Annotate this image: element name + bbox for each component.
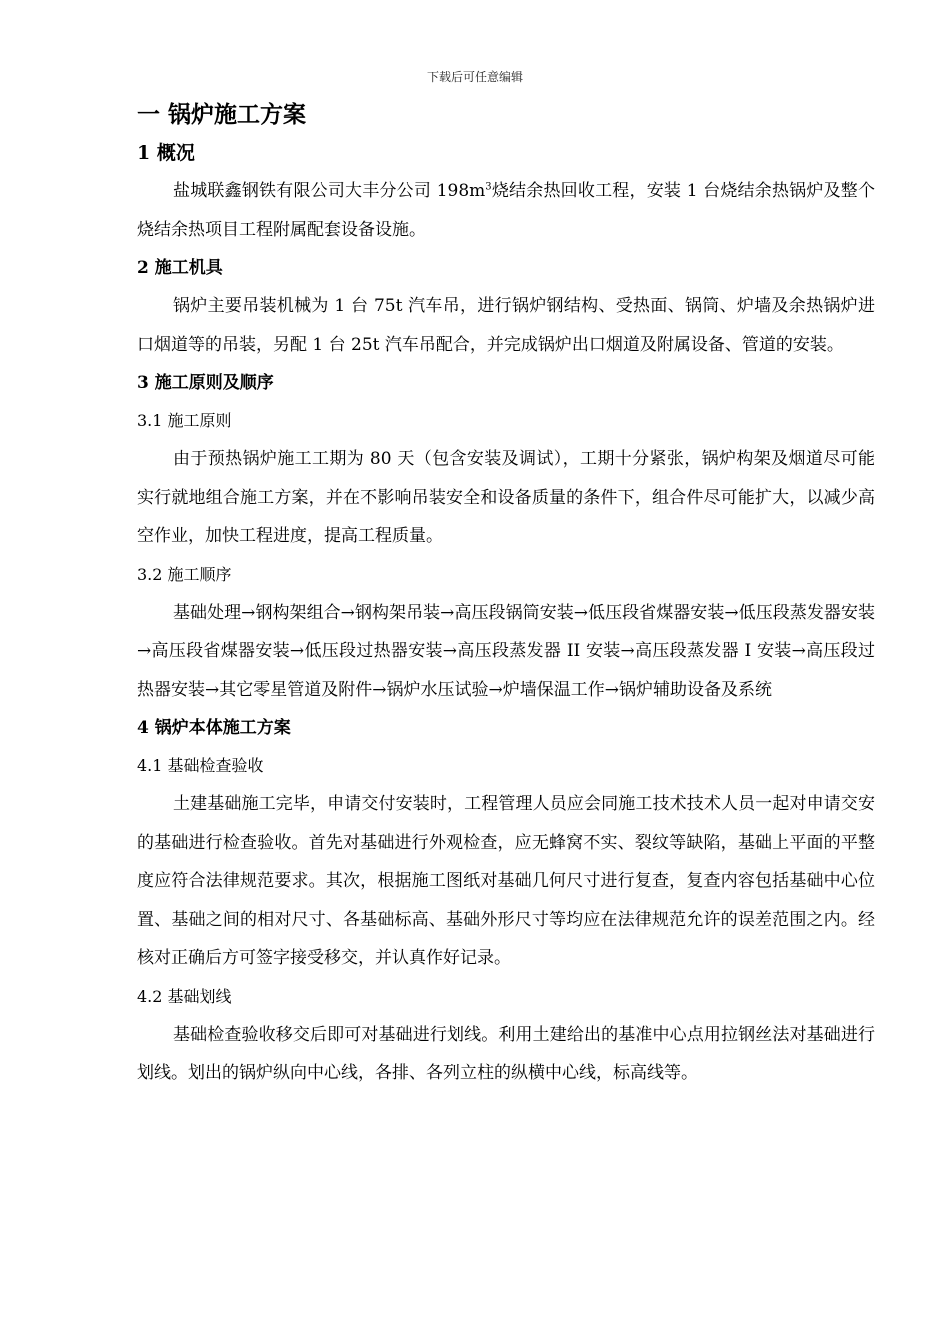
superscript-3: 3	[485, 181, 492, 193]
section-3-2-heading: 3.2 施工顺序	[137, 564, 232, 584]
header-note: 下载后可任意编辑	[426, 70, 523, 84]
section-1-paragraph	[137, 172, 875, 249]
section-1-text-a: 盐城联鑫钢铁有限公司大丰分公司 198m	[173, 181, 486, 201]
section-1-heading: 1 概况	[137, 142, 195, 164]
section-4-2-heading: 4.2 基础划线	[137, 986, 232, 1006]
section-4-1-paragraph: 土建基础施工完毕，申请交付安装时，工程管理人员应会同施工技术技术人员一起对申请交安的基础进行检查验收。首先对基础进行外观检查，应无蜂窝不实、裂纹等缺陷，基础上平面的平整度应符合法律规范要求。其次，根据施工图纸对基础几何尺寸进行复查，复查内容包括基础中心位置、基础之间的相对尺寸、各基础标高、基础外形尺寸等均应在法律规范允许的误差范围之内。经核对正确后方可签字接受移交，并认真作好记录。	[137, 794, 875, 968]
section-2-paragraph: 锅炉主要吊装机械为 1 台 75t 汽车吊，进行锅炉钢结构、受热面、锅筒、炉墙及余热锅炉进口烟道等的吊装，另配 1 台 25t 汽车吊配合，并完成锅炉出口烟道及附属设备、管道的安装。	[137, 296, 875, 355]
section-3-heading: 3 施工原则及顺序	[137, 373, 274, 393]
section-3-1-heading: 3.1 施工原则	[137, 411, 232, 430]
section-1-text-b: 烧结余热回收工程，安装 1 台烧结余热锅炉及整个烧结余热项目工程附属配套设备设施。	[137, 181, 875, 240]
section-3-1-paragraph: 由于预热锅炉施工工期为 80 天（包含安装及调试），工期十分紧张，锅炉构架及烟道尽可能实行就地组合施工方案，并在不影响吊装安全和设备质量的条件下，组合件尽可能扩大，以减少高空作业，加快工程进度，提高工程质量。	[137, 449, 875, 546]
section-4-heading: 4 锅炉本体施工方案	[137, 718, 291, 738]
document-title: 一 锅炉施工方案	[137, 101, 307, 128]
section-2-heading: 2 施工机具	[137, 258, 223, 278]
section-3-2-paragraph: 基础处理→钢构架组合→钢构架吊装→高压段锅筒安装→低压段省煤器安装→低压段蒸发器安装→高压段省煤器安装→低压段过热器安装→高压段蒸发器 II 安装→高压段蒸发器 I 安装→高压段过热器安装→其它零星管道及附件→锅炉水压试验→炉墙保温工作→锅炉辅助设备及系统	[137, 602, 875, 700]
document-body	[137, 96, 875, 1093]
section-4-2-paragraph: 基础检查验收移交后即可对基础进行划线。利用土建给出的基准中心点用拉钢丝法对基础进行划线。划出的锅炉纵向中心线，各排、各列立柱的纵横中心线，标高线等。	[137, 1024, 875, 1083]
section-4-1-heading: 4.1 基础检查验收	[137, 756, 264, 775]
